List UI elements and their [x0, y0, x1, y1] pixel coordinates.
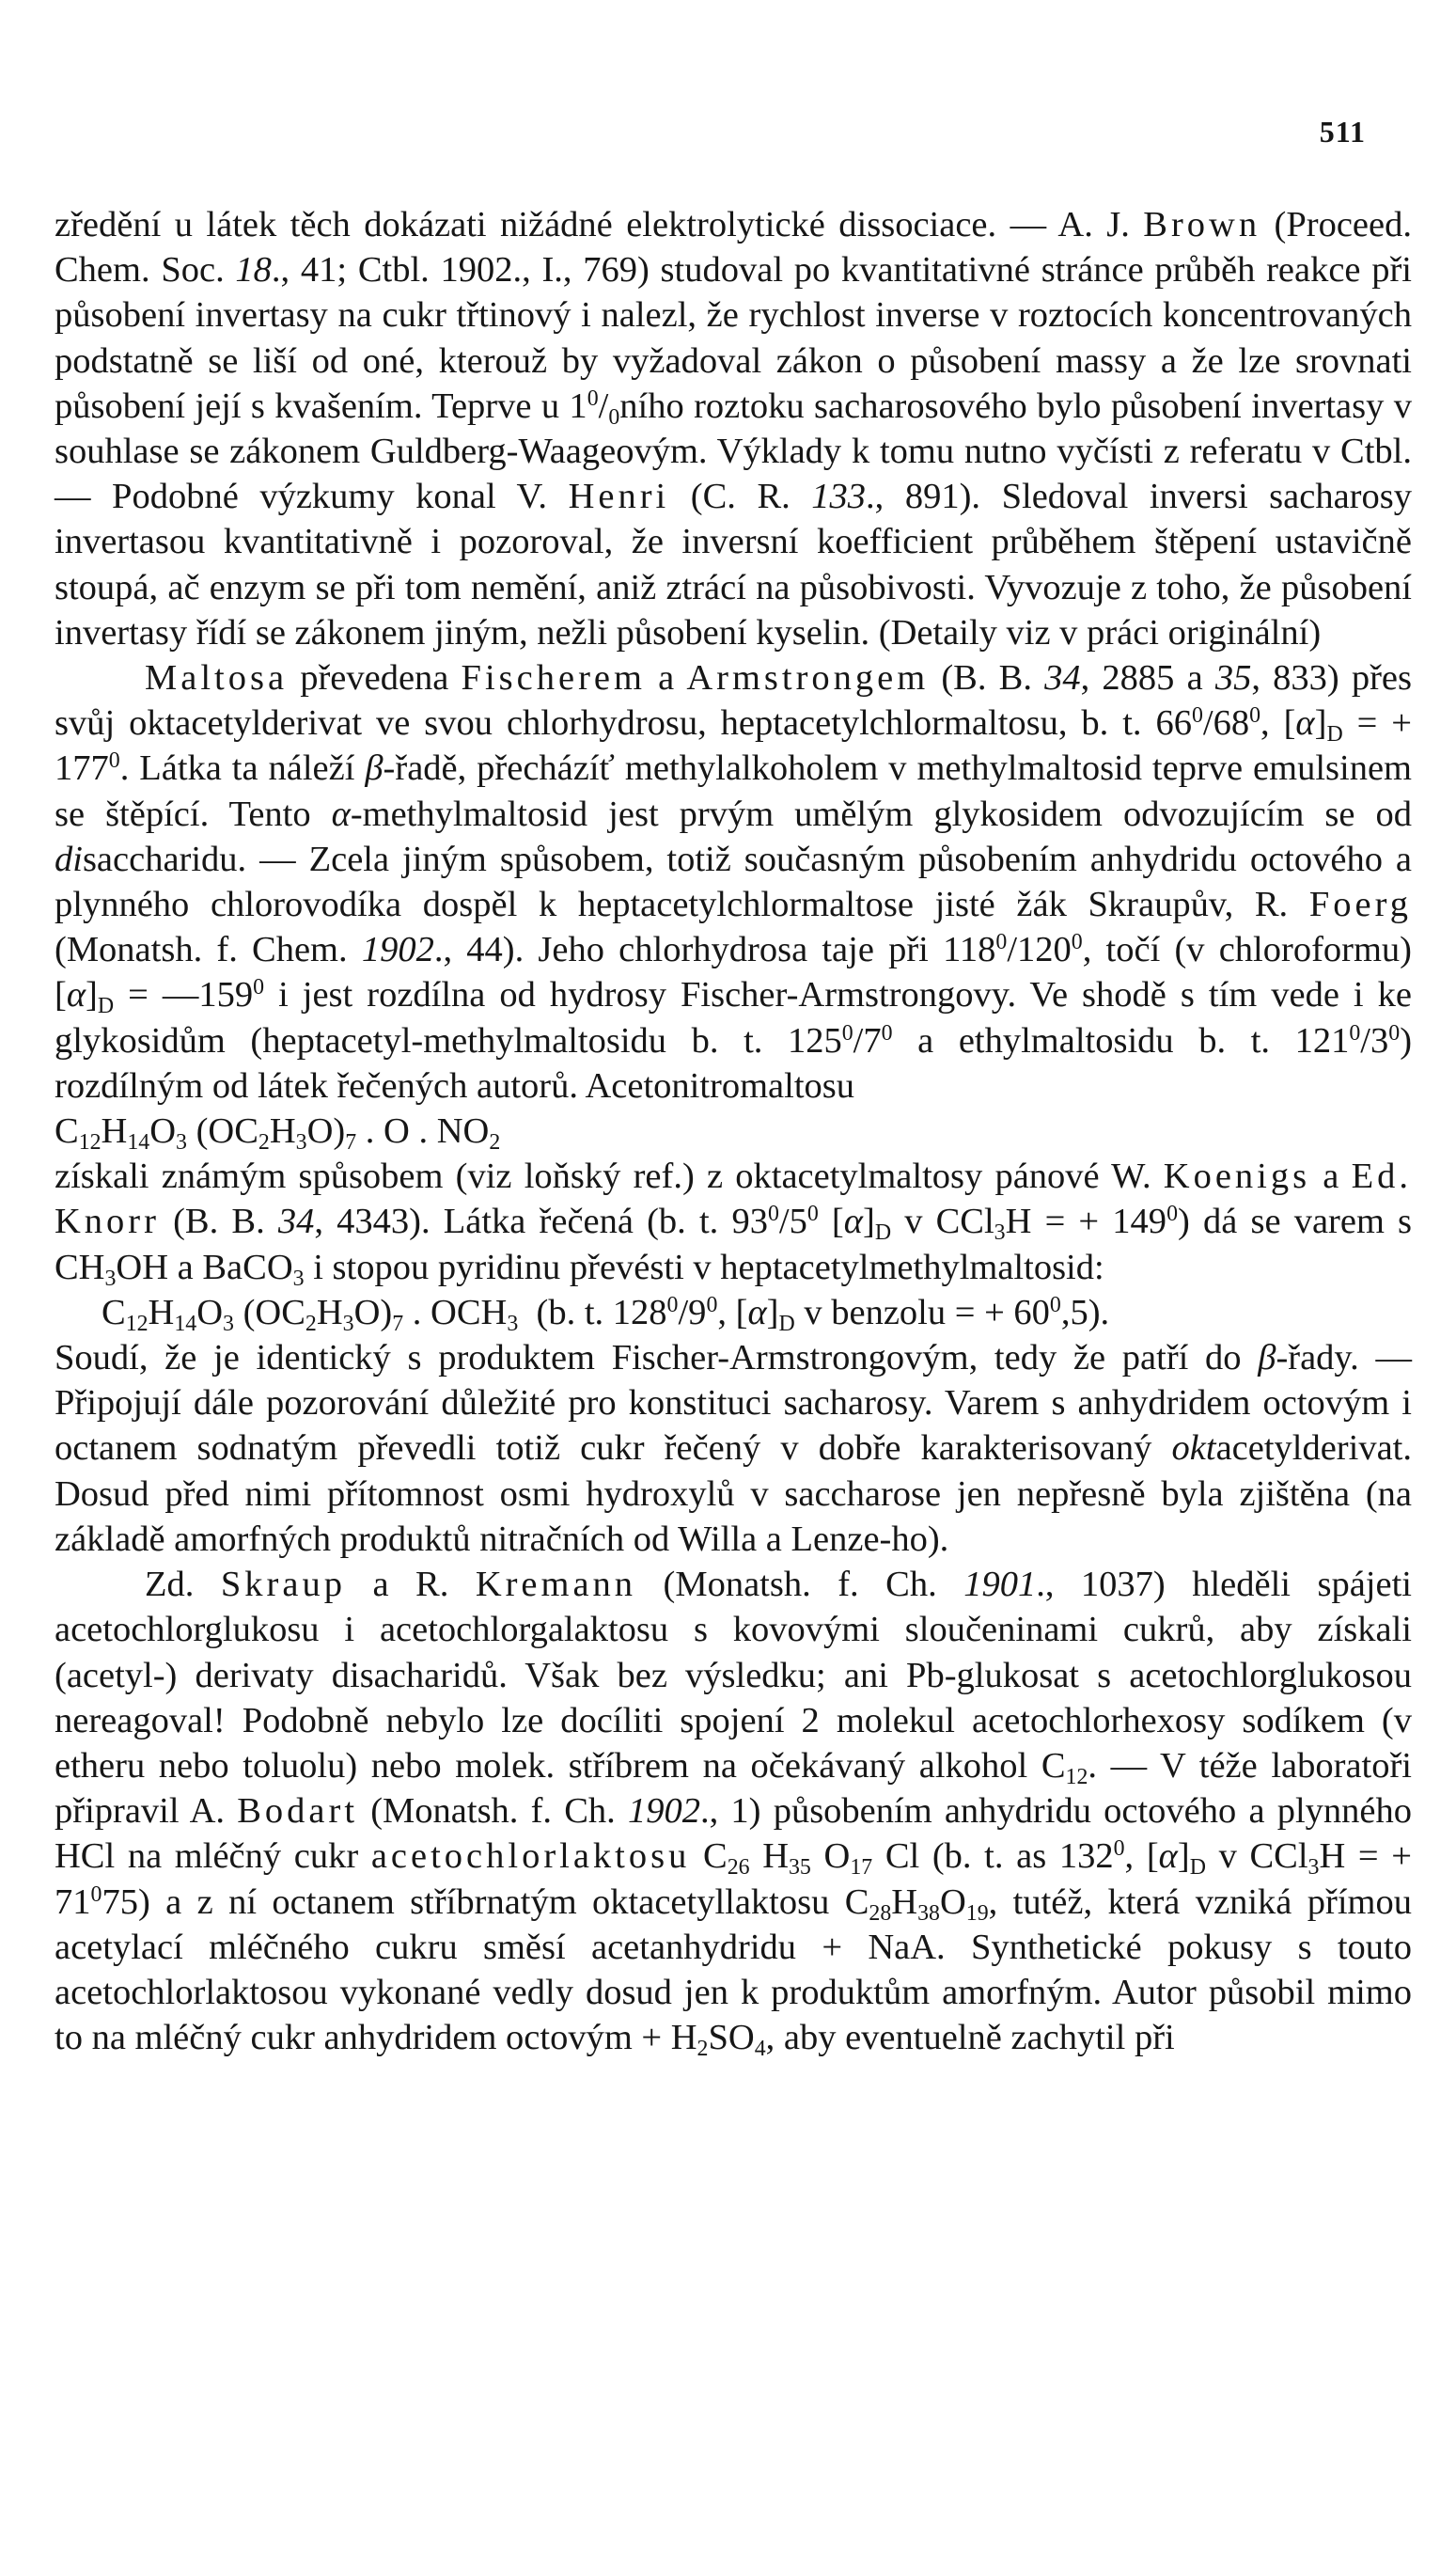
body-text — [55, 202, 1412, 2060]
paragraph-brown-henri: zředění u látek těch dokázati nižádné elektrolytické dissociace. — A. J. Brown (Proceed. Chem. Soc. 18., 41; Ctbl. 1902., I., 769) studoval po kvantitativné stránce průběh reakce při působení invertasy na cukr třtinový i nalezl, že rychlost inverse v roztocích koncentrovaných podstatně se liší od oné, kterouž by vyžadoval zákon o působení massy a že lze srovnati působení její s kvašením. Teprve u $1^0/_0ního$ roztoku sacharosového bylo působení invertasy v souhlase se zákonem Guldberg-Waageovým. Výklady k tomu nutno vyčísti z referatu v Ctbl. — Podobné výzkumy konal V. Henri (C. R. 133., 891). Sledoval inversi sacharosy invertasou kvantitativně i pozoroval, že inversní koefficient průběhem štěpení ustavičně stoupá, ač enzym se při tom nemění, aniž ztrácí na působivosti. Vyvozuje z toho, že působení invertasy řídí se zákonem jiným, nežli působení kyselin. (Detaily viz v práci originální) — [55, 205, 1412, 653]
paragraph-skraup-kremann: Zd. Skraup a R. Kremann (Monatsh. f. Ch. 1901., 1037) hleděli spájeti acetochlorglukosu i acetochlorgalaktosu s kovovými sloučeninami cukrů, aby získali (acetyl-) derivaty disacharidů. Však bez výsledku; ani Pb-glukosat s acetochlorglukosou nereagoval! Podobně nebylo lze docíliti spojení 2 molekul acetochlorhexosy sodíkem (v etheru nebo toluolu) nebo molek. stříbrem na očekávaný alkohol $C_{12}$. — V téže laboratoři připravil A. Bodart (Monatsh. f. Ch. 1902., 1) působením anhydridu octového a plynného HCl na mléčný cukr acetochlorlaktosu $C_{26}$ $H_{35}$ $O_{17}$ Cl (b. t. as $132^0$, $[\alpha]_D$ v CCl$_3$H = + $71^075$) a z ní octanem stříbrnatým oktacetyllaktosu $C_{28}H_{38}O_{19}$, tutéž, která vzniká přímou acetylací mléčného cukru směsí acetanhydridu + NaA. Synthetické pokusy s touto acetochlorlaktosou vykonané vedly dosud jen k produktům amorfným. Autor působil mimo to na mléčný cukr anhydridem octovým + $H_2SO_4$, aby eventuelně zachytil při — [55, 1565, 1413, 2062]
formula-heptacetylmethylmaltosid: $C_{12}H_{14}O_3$ $(OC_2H_3O)_7$ . $OCH_3$ (b. t. $128^0/9^0$, $[\alpha]_D$ v benzolu = + $60^0,5$). — [102, 1292, 1110, 1337]
paragraph-koenigs-knorr: získali známým spůsobem (viz loňský ref.) z oktacetylmaltosy pánové W. Koenigs a Ed. Knorr (B. B. 34, 4343). Látka řečená (b. t. $93^0/5^0$ $[\alpha]_D$ v CCl$_3$H = + $149^0$) dá se varem s $CH_3OH$ a BaCO$_3$ i stopou pyridinu převésti v heptacetylmethylmaltosid: — [55, 1157, 1413, 1291]
paragraph-sacharosa-konstituce: Soudí, že je identický s produktem Fischer-Armstrongovým, tedy že patří do β-řady. — Připojují dále pozorování důležité pro konstituci sacharosy. Varem s anhydridem octovým i octanem sodnatým převedli totiž cukr řečený v dobře karakterisovaný oktacetylderivat. Dosud před nimi přítomnost osmi hydroxylů v saccharose jen nepřesně byla zjištěna (na základě amorfných produktů nitračních od Willa a Lenze-ho). — [55, 1338, 1412, 1559]
page-number: 511 — [1319, 115, 1366, 149]
paragraph-maltosa: Maltosa převedena Fischerem a Armstrongem (B. B. 34, 2885 a 35, 833) přes svůj oktacetylderivat ve svou chlorhydrosu, heptacetylchlormaltosu, b. t. $66^0/68^0$, $[\alpha]_D$ = + $177^0$. Látka ta náleží β-řadě, přecházíť methylalkoholem v methylmaltosid teprve emulsinem se štěpící. Tento α-methylmaltosid jest prvým umělým glykosidem odvozujícím se od disaccharidu. — Zcela jiným spůsobem, totiž současným působením anhydridu octového a plynného chlorovodíka dospěl k heptacetylchlormaltose jisté žák Skraupův, R. Foerg (Monatsh. f. Chem. 1902., 44). Jeho chlorhydrosa taje při $118^0/120^0$, točí (v chloroformu) $[\alpha]_D$ = $—159^0$ i jest rozdílna od hydrosy Fischer-Armstrongovy. Ve shodě s tím vede i ke glykosidům (heptacetyl-methylmaltosidu b. t. $125^0/7^0$ a ethylmaltosidu b. t. $121^0/3^0$) rozdílným od látek řečených autorů. Acetonitromaltosu — [55, 658, 1413, 1106]
formula-acetonitromaltosa: $C_{12}H_{14}O_3$ $(OC_2H_3O)_7$ . O . $NO_2$ — [55, 1111, 501, 1156]
